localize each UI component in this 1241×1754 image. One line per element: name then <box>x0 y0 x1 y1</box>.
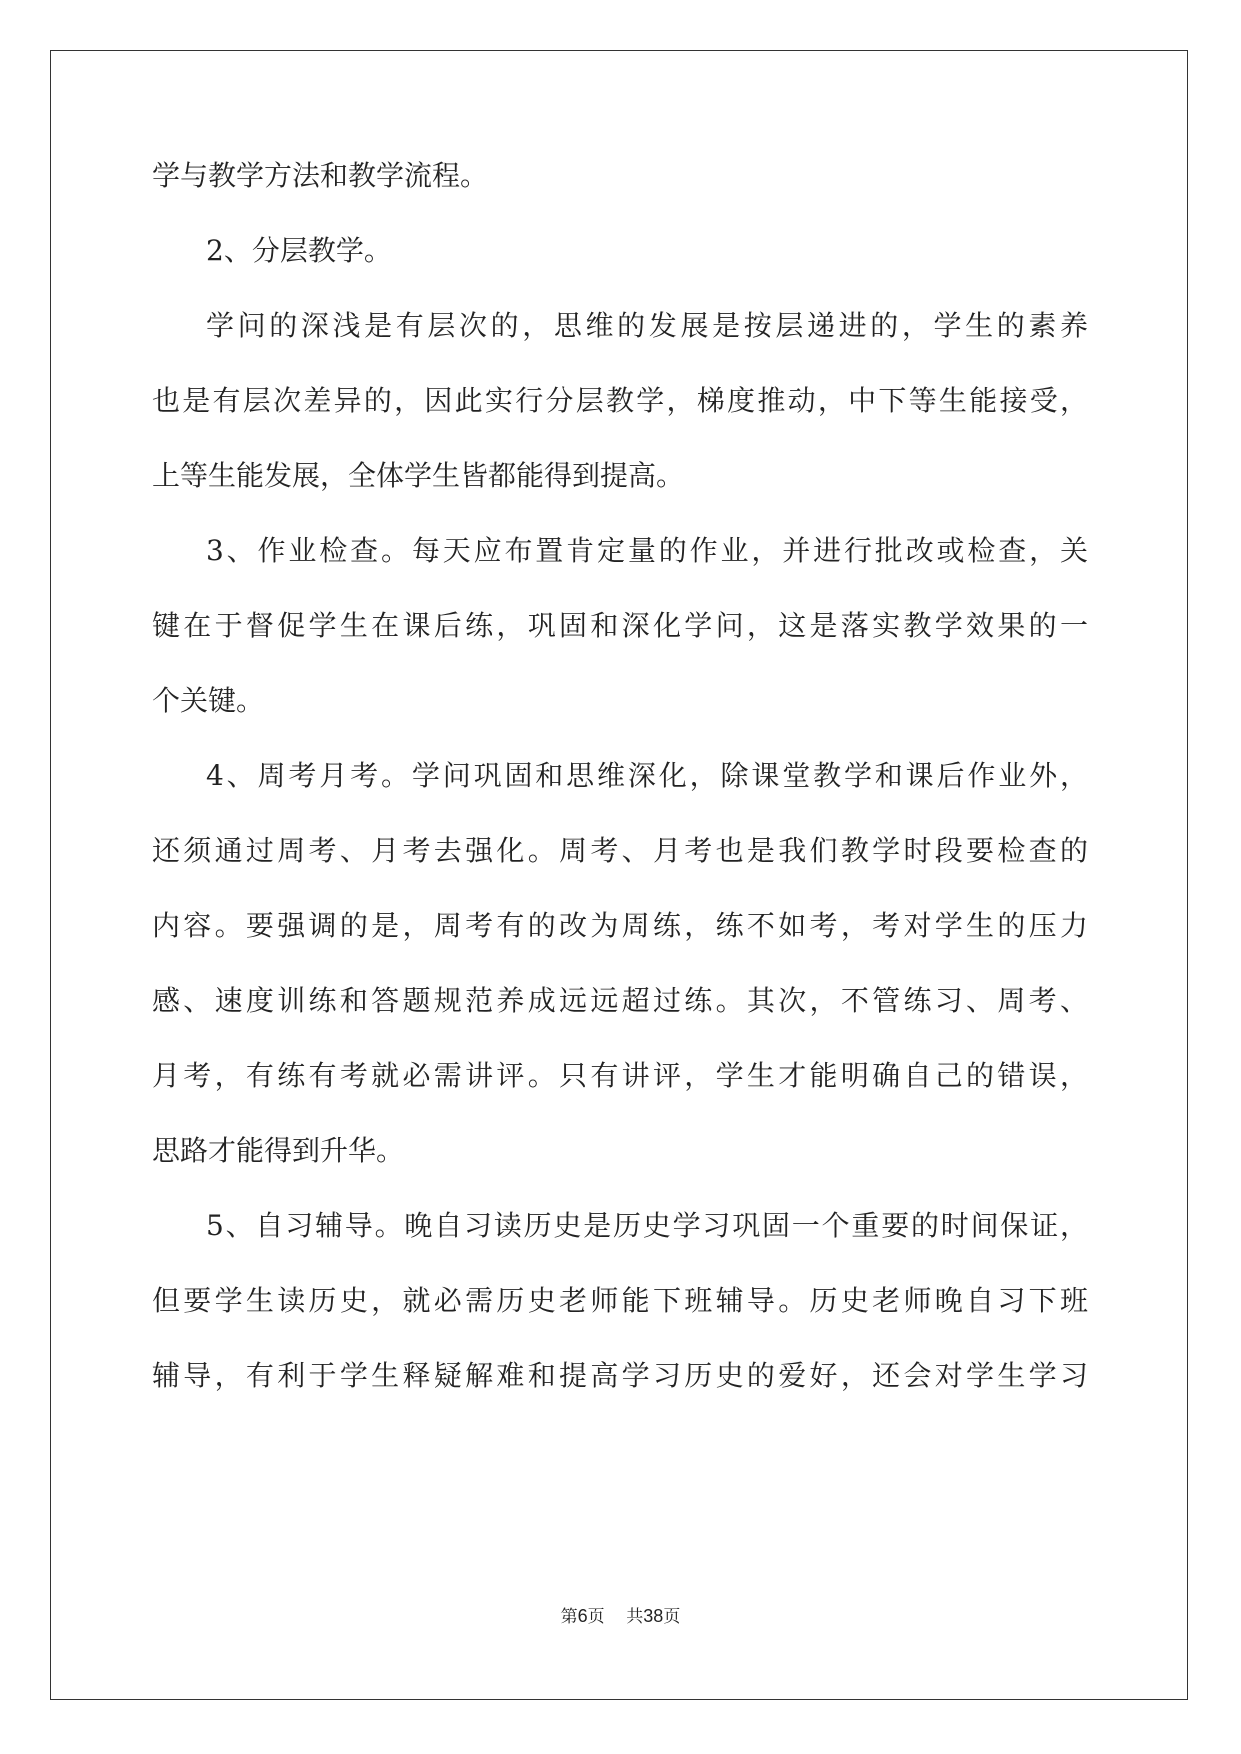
text-line: 5、自习辅导。晚自习读历史是历史学习巩固一个重要的时间保证， <box>206 1209 1088 1242</box>
text-line: 3、作业检查。每天应布置肯定量的作业，并进行批改或检查，关 <box>206 534 1088 567</box>
text-line: 上等生能发展，全体学生皆都能得到提高。 <box>152 459 685 492</box>
text-line: 感、速度训练和答题规范养成远远超过练。其次，不管练习、周考、 <box>152 984 1088 1017</box>
page-border <box>50 50 1188 1700</box>
footer-total-suffix: 页 <box>663 1607 681 1627</box>
text-line: 个关键。 <box>152 684 265 717</box>
text-line: 思路才能得到升华。 <box>152 1134 405 1167</box>
footer-page-suffix: 页 <box>587 1607 605 1627</box>
footer-total-prefix: 共 <box>626 1607 644 1627</box>
section-heading: 2、分层教学。 <box>206 234 392 267</box>
text-line: 月考，有练有考就必需讲评。只有讲评，学生才能明确自己的错误， <box>152 1059 1088 1092</box>
text-line: 辅导，有利于学生释疑解难和提高学习历史的爱好，还会对学生学习 <box>152 1359 1088 1392</box>
text-line: 但要学生读历史，就必需历史老师能下班辅导。历史老师晚自习下班 <box>152 1284 1088 1317</box>
text-line: 内容。要强调的是，周考有的改为周练，练不如考，考对学生的压力 <box>152 909 1088 942</box>
text-line: 学问的深浅是有层次的，思维的发展是按层递进的，学生的素养 <box>206 309 1088 342</box>
page-number: 6 <box>577 1606 588 1626</box>
text-line: 键在于督促学生在课后练，巩固和深化学问，这是落实教学效果的一 <box>152 609 1088 642</box>
footer-prefix: 第 <box>560 1607 578 1627</box>
text-line: 学与教学方法和教学流程。 <box>152 159 489 192</box>
text-line: 还须通过周考、月考去强化。周考、月考也是我们教学时段要检查的 <box>152 834 1088 867</box>
total-pages: 38 <box>643 1606 664 1626</box>
text-line: 4、周考月考。学问巩固和思维深化，除课堂教学和课后作业外， <box>206 759 1088 792</box>
text-line: 也是有层次差异的，因此实行分层教学，梯度推动，中下等生能接受， <box>152 384 1088 417</box>
page-footer <box>0 1602 1241 1627</box>
